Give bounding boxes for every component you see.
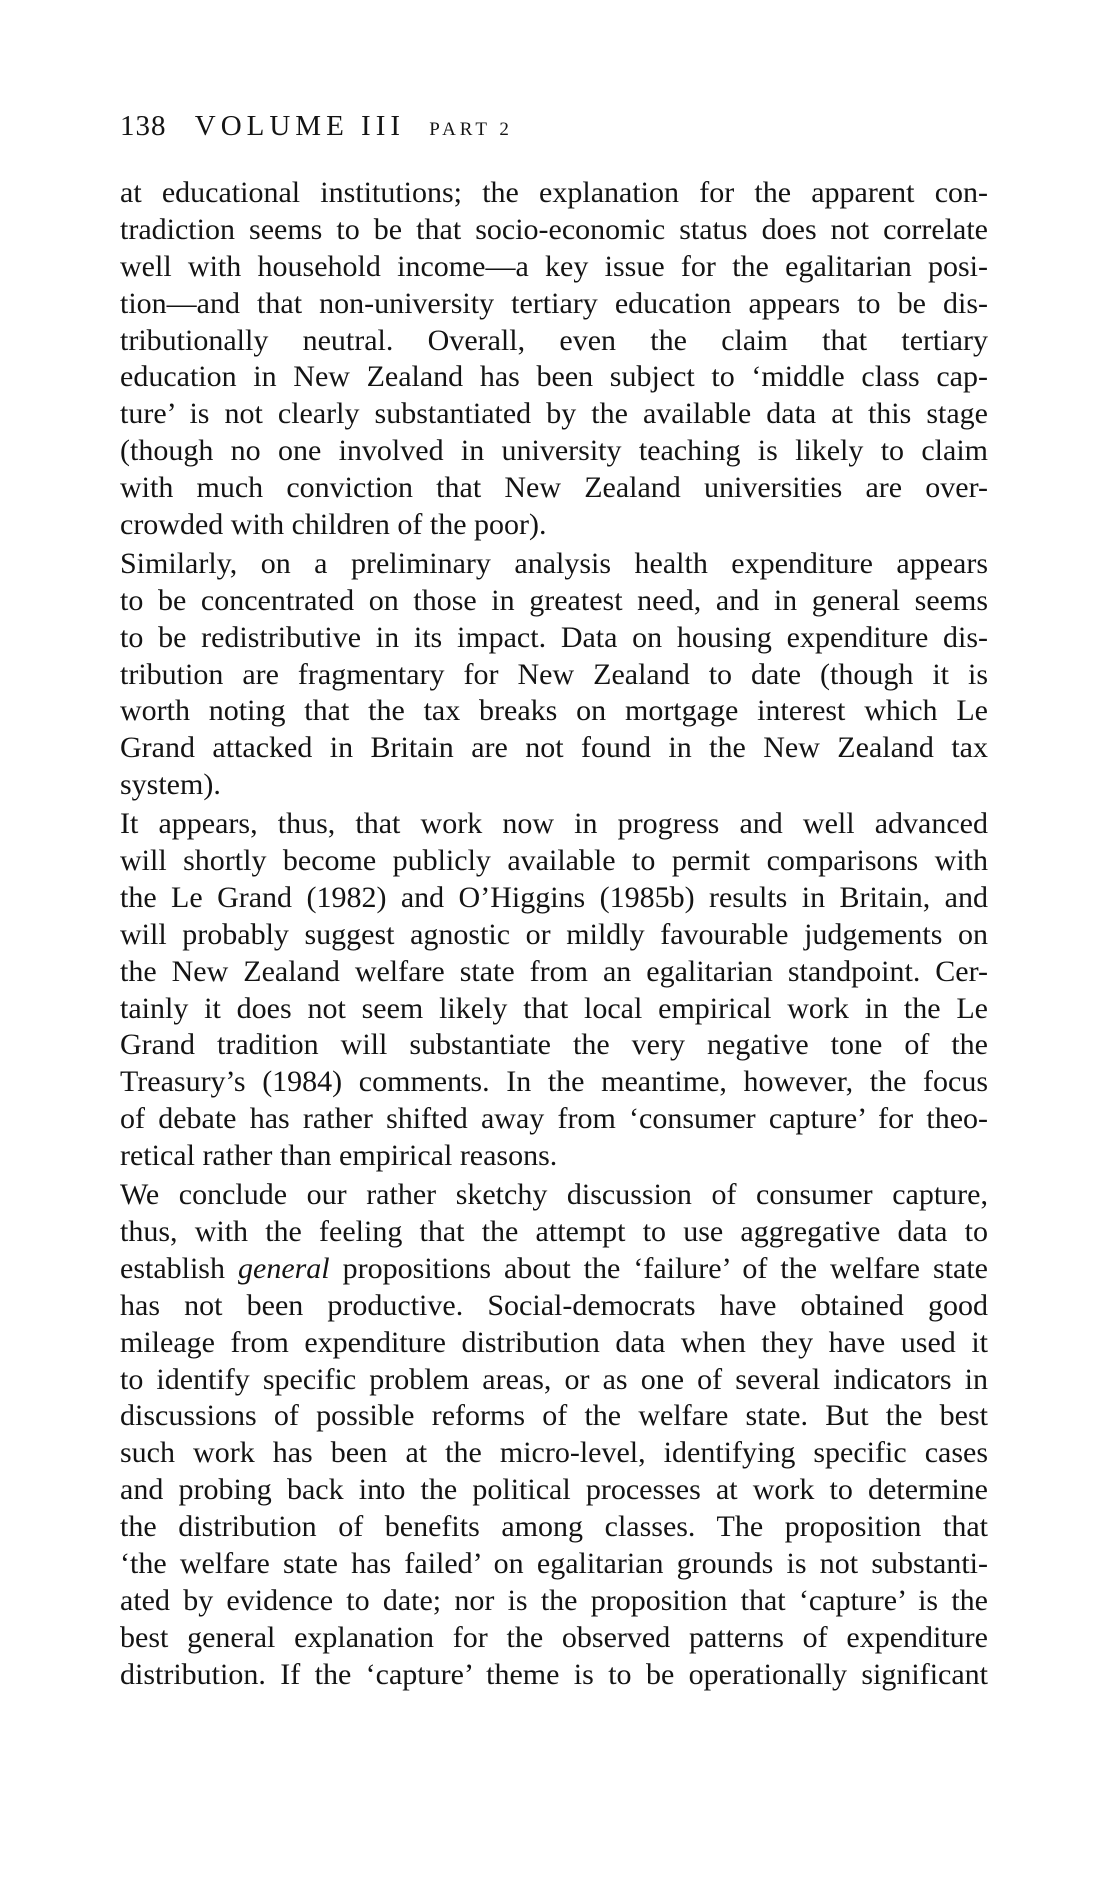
text-line: has not been productive. Social-democrats have obtained good <box>120 1288 988 1322</box>
text-line: ‘the welfare state has failed’ on egalitarian grounds is not substanti- <box>120 1546 988 1580</box>
page-number: 138 <box>120 110 167 142</box>
text-line: ated by evidence to date; nor is the proposition that ‘capture’ is the <box>120 1583 988 1617</box>
text-line: mileage from expenditure distribution data when they have used it <box>120 1325 988 1359</box>
text-line: the Le Grand (1982) and O’Higgins (1985b) results in Britain, and <box>120 880 988 914</box>
text-line: to be concentrated on those in greatest need, and in general seems <box>120 583 988 617</box>
running-head <box>120 112 513 141</box>
text-line: tradiction seems to be that socio-economic status does not correlate <box>120 212 988 246</box>
text-line: the New Zealand welfare state from an egalitarian standpoint. Cer- <box>120 954 988 988</box>
text-segment: propositions about the ‘failure’ of the welfare state <box>329 1251 988 1285</box>
text-line-with-emphasis <box>120 1251 988 1288</box>
text-line: with much conviction that New Zealand universities are over- <box>120 471 988 505</box>
text-line: of debate has rather shifted away from ‘consumer capture’ for theo- <box>120 1102 988 1136</box>
text-line: ture’ is not clearly substantiated by the available data at this stage <box>120 397 988 431</box>
text-line: at educational institutions; the explanation for the apparent con- <box>120 176 988 209</box>
text-line: Treasury’s (1984) comments. In the meantime, however, the focus <box>120 1065 988 1099</box>
volume-label: VOLUME III <box>194 110 406 142</box>
emphasized-word: general <box>238 1251 330 1285</box>
text-segment: establish <box>120 1251 238 1285</box>
text-line: It appears, thus, that work now in progress and well advanced <box>120 807 988 841</box>
paragraph-2 <box>120 546 988 804</box>
text-line: well with household income—a key issue for the egalitarian posi- <box>120 249 988 283</box>
paragraph-3 <box>120 806 988 1175</box>
text-line: Grand attacked in Britain are not found in the New Zealand tax <box>120 731 988 765</box>
part-label: PART 2 <box>429 119 513 140</box>
text-line: and probing back into the political processes at work to determine <box>120 1473 988 1507</box>
text-line: tributionally neutral. Overall, even the claim that tertiary <box>120 323 988 357</box>
text-line: tion—and that non-university tertiary education appears to be dis- <box>120 286 988 320</box>
text-line: the distribution of benefits among classes. The proposition that <box>120 1510 988 1544</box>
text-line: We conclude our rather sketchy discussion of consumer capture, <box>120 1178 988 1212</box>
paragraph-1 <box>120 175 988 544</box>
text-line: best general explanation for the observed patterns of expenditure <box>120 1620 988 1654</box>
paragraph-4 <box>120 1177 988 1693</box>
text-line: thus, with the feeling that the attempt to use aggregative data to <box>120 1214 988 1248</box>
text-line: to be redistributive in its impact. Data on housing expenditure dis- <box>120 620 988 654</box>
text-line: education in New Zealand has been subject to ‘middle class cap- <box>120 360 988 394</box>
text-line: distribution. If the ‘capture’ theme is to be operationally significant <box>120 1657 988 1691</box>
text-line: tainly it does not seem likely that local empirical work in the Le <box>120 991 988 1025</box>
text-line: such work has been at the micro-level, identifying specific cases <box>120 1436 988 1470</box>
body-text <box>120 175 988 1694</box>
text-line: discussions of possible reforms of the welfare state. But the best <box>120 1399 988 1433</box>
text-line: to identify specific problem areas, or as one of several indicators in <box>120 1362 988 1396</box>
text-line: will shortly become publicly available to permit comparisons with <box>120 844 988 878</box>
text-line: worth noting that the tax breaks on mortgage interest which Le <box>120 694 988 728</box>
text-line: retical rather than empirical reasons. <box>120 1139 558 1173</box>
text-line: Similarly, on a preliminary analysis health expenditure appears <box>120 546 988 580</box>
text-line: tribution are fragmentary for New Zealand to date (though it is <box>120 657 988 691</box>
text-line: (though no one involved in university teaching is likely to claim <box>120 434 988 468</box>
text-line: Grand tradition will substantiate the very negative tone of the <box>120 1028 988 1062</box>
text-line: crowded with children of the poor). <box>120 508 547 542</box>
text-line: will probably suggest agnostic or mildly favourable judgements on <box>120 917 988 951</box>
text-line: system). <box>120 768 221 802</box>
